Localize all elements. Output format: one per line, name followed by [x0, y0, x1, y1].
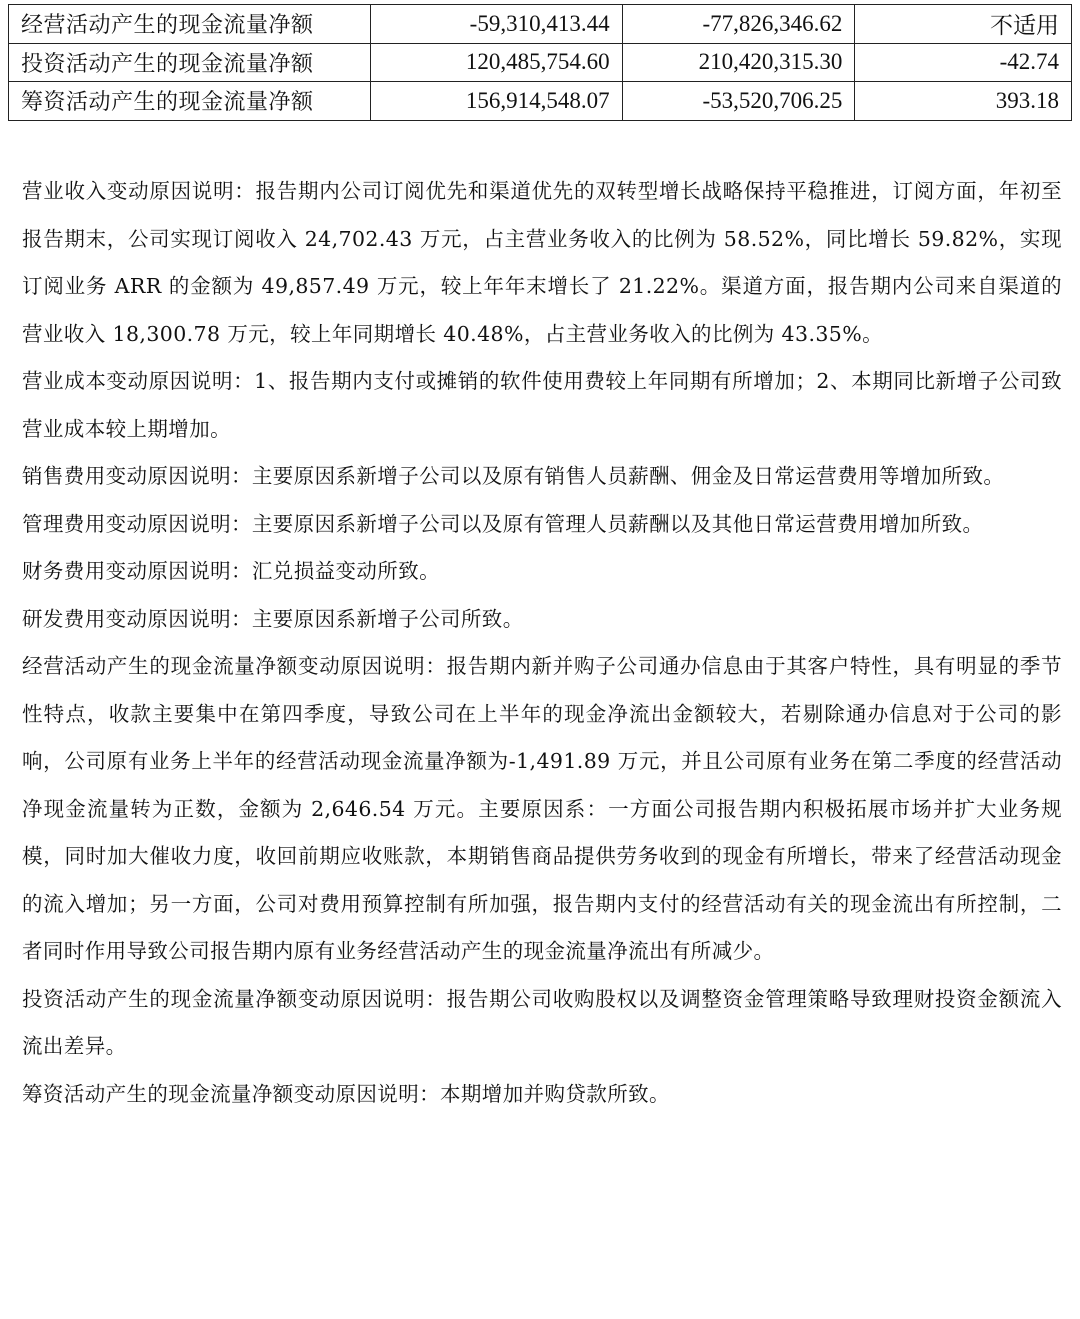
table-row: [9, 5, 1072, 44]
row-change-ratio: 不适用: [855, 5, 1072, 44]
explanation-notes: [22, 168, 1062, 1118]
row-item-name: 投资活动产生的现金流量净额: [9, 43, 371, 82]
investing-cashflow-note: 投资活动产生的现金流量净额变动原因说明：报告期公司收购股权以及调整资金管理策略导致理财投资金额流入流出差异。: [22, 986, 1062, 1058]
row-prior-period-amount: -77,826,346.62: [622, 5, 855, 44]
cash-flow-table: [8, 4, 1072, 121]
row-change-ratio: 393.18: [855, 82, 1072, 121]
finance-expense-note: 财务费用变动原因说明：汇兑损益变动所致。: [22, 559, 440, 583]
row-change-ratio: -42.74: [855, 43, 1072, 82]
cost-change-note: 营业成本变动原因说明：1、报告期内支付或摊销的软件使用费较上年同期有所增加；2、本期同比新增子公司致营业成本较上期增加。: [22, 369, 1062, 441]
selling-expense-note: 销售费用变动原因说明：主要原因系新增子公司以及原有销售人员薪酬、佣金及日常运营费用等增加所致。: [22, 464, 1005, 488]
operating-cashflow-note: 经营活动产生的现金流量净额变动原因说明：报告期内新并购子公司通办信息由于其客户特性，具有明显的季节性特点，收款主要集中在第四季度，导致公司在上半年的现金净流出金额较大，若剔除通办信息对于公司的影响，公司原有业务上半年的经营活动现金流量净额为-1,491.89 万元，并且公司原有业务在第二季度的经营活动净现金流量转为正数，金额为 2,646.54 万元。主要原因系：一方面公司报告期内积极拓展市场并扩大业务规模，同时加大催收力度，收回前期应收账款，本期销售商品提供劳务收到的现金有所增长，带来了经营活动现金的流入增加；另一方面，公司对费用预算控制有所加强，报告期内支付的经营活动有关的现金流出有所控制，二者同时作用导致公司报告期内原有业务经营活动产生的现金流量净流出有所减少。: [22, 654, 1062, 963]
financing-cashflow-note: 筹资活动产生的现金流量净额变动原因说明：本期增加并购贷款所致。: [22, 1081, 670, 1106]
revenue-change-note: 营业收入变动原因说明：报告期内公司订阅优先和渠道优先的双转型增长战略保持平稳推进，订阅方面，年初至报告期末，公司实现订阅收入 24,702.43 万元，占主营业务收入的比例为 58.52%，同比增长 59.82%，实现订阅业务 ARR 的金额为 49,857.49 万元，较上年年末增长了 21.22%。渠道方面，报告期内公司来自渠道的营业收入 18,300.78 万元，较上年同期增长 40.48%，占主营业务收入的比例为 43.35%。: [22, 179, 1062, 346]
row-prior-period-amount: 210,420,315.30: [622, 43, 855, 82]
admin-expense-note: 管理费用变动原因说明：主要原因系新增子公司以及原有管理人员薪酬以及其他日常运营费用增加所致。: [22, 511, 984, 536]
row-item-name: 筹资活动产生的现金流量净额: [9, 82, 371, 121]
row-prior-period-amount: -53,520,706.25: [622, 82, 855, 121]
table-row: [9, 82, 1072, 121]
rd-expense-note: 研发费用变动原因说明：主要原因系新增子公司所致。: [22, 606, 524, 631]
row-item-name: 经营活动产生的现金流量净额: [9, 5, 371, 44]
row-current-period-amount: 156,914,548.07: [370, 82, 622, 121]
row-current-period-amount: 120,485,754.60: [370, 43, 622, 82]
row-current-period-amount: -59,310,413.44: [370, 5, 622, 44]
table-row: [9, 43, 1072, 82]
